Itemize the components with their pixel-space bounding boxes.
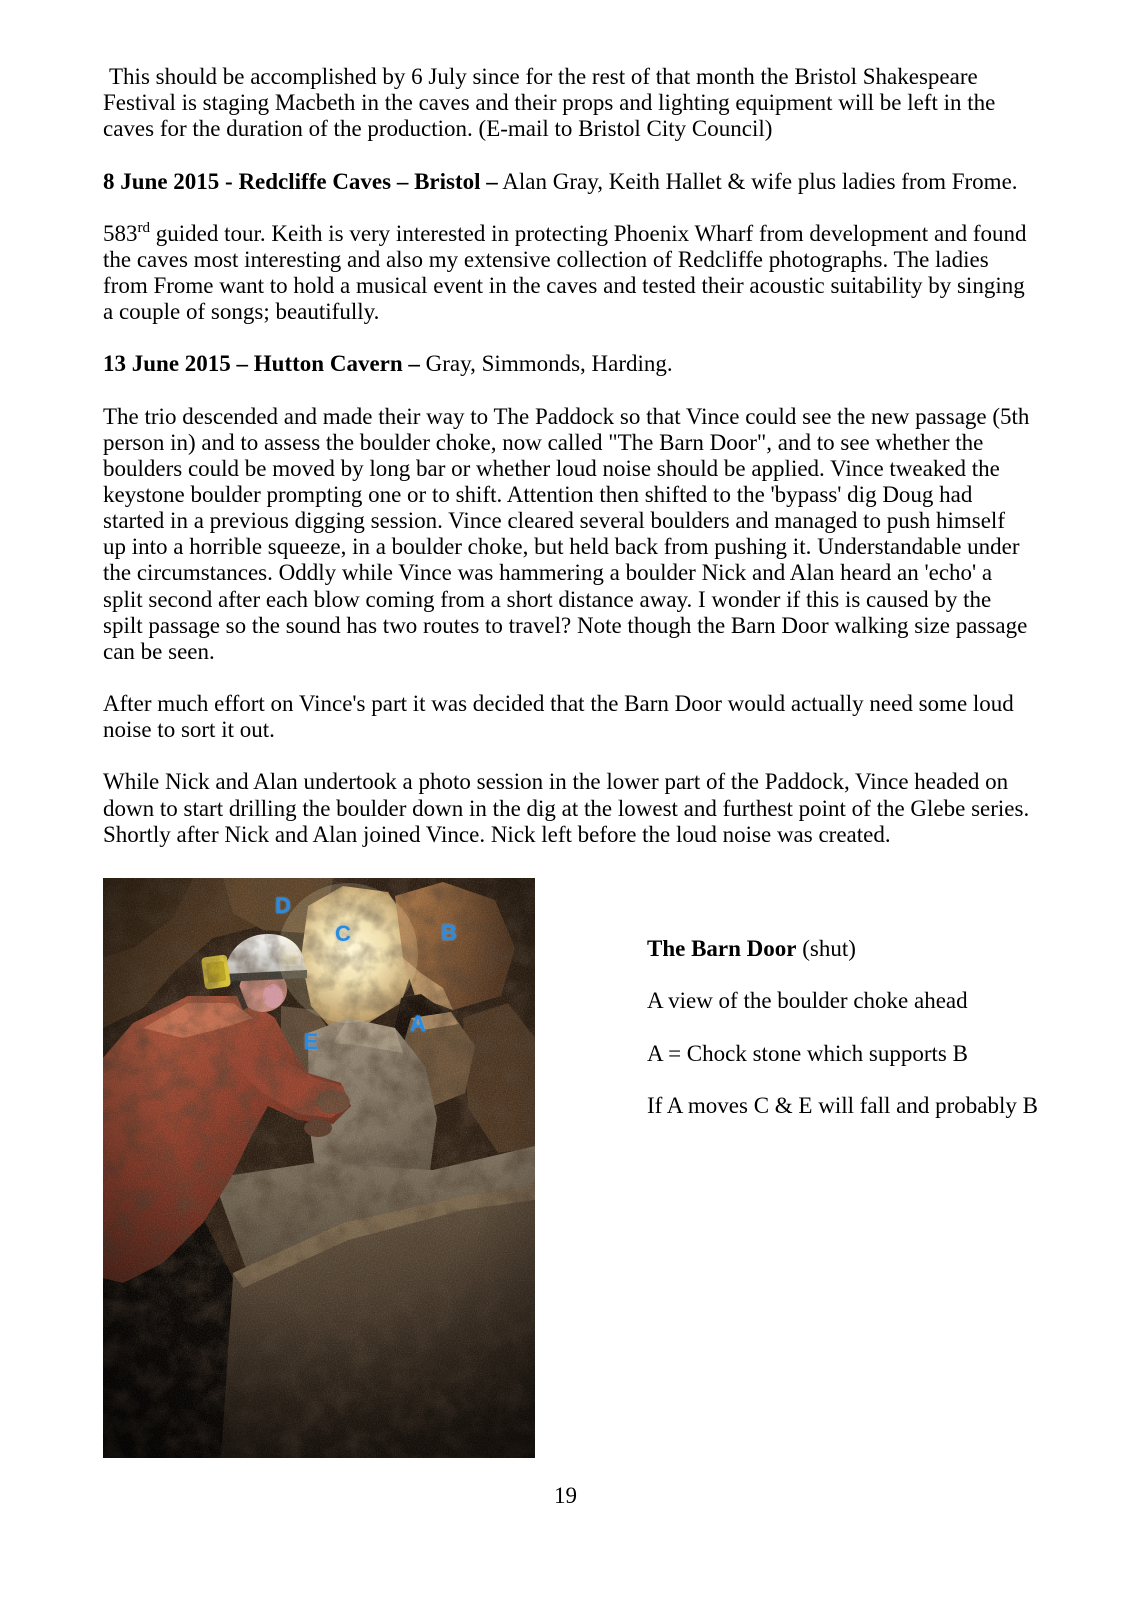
entry-attendees: Gray, Simmonds, Harding. — [425, 351, 673, 377]
caption-paragraph — [647, 1041, 1107, 1067]
caption-title-paragraph — [647, 936, 1107, 962]
caption-paragraph — [647, 1093, 1107, 1119]
caption-line: If A moves C & E will fall and probably B — [647, 1092, 1038, 1118]
paragraph-line: boulders could be moved by long bar or whether loud noise should be applied. Vince tweaked the — [103, 455, 1000, 481]
paragraph-line-text: guided tour. Keith is very interested in protecting Phoenix Wharf from development and found — [155, 220, 1027, 246]
photo-label-c: C — [335, 921, 351, 946]
paragraph-line: the caves most interesting and also my extensive collection of Redcliffe photographs. The ladies — [103, 246, 989, 272]
caption-line: A = Chock stone which supports B — [647, 1040, 968, 1066]
entry-heading-line — [103, 351, 1103, 377]
caption-title: The Barn Door — [647, 936, 797, 961]
photo-label-e: E — [303, 1029, 319, 1054]
paragraph-line: While Nick and Alan undertook a photo session in the lower part of the Paddock, Vince headed on — [103, 769, 1009, 795]
caption-line: A view of the boulder choke ahead — [647, 988, 968, 1014]
paragraph-line: noise to sort it out. — [103, 717, 275, 743]
hutton-entry-heading — [103, 351, 1103, 377]
intro-paragraph — [103, 64, 1103, 142]
tour-ordinal-superscript: rd — [137, 219, 150, 236]
paragraph-line: the circumstances. Oddly while Vince was hammering a boulder Nick and Alan heard an 'echo' a — [103, 560, 993, 586]
paragraph-line: started in a previous digging session. Vince cleared several boulders and managed to push himself — [103, 508, 1005, 534]
caption-paragraph — [647, 988, 1107, 1014]
redcliffe-entry-body — [103, 221, 1103, 326]
paragraph-line: up into a horrible squeeze, in a boulder choke, but held back from pushing it. Understandable under — [103, 534, 1020, 560]
tour-number: 583 — [103, 220, 138, 246]
paragraph-line: Festival is staging Macbeth in the caves and their props and lighting equipment will be left in the — [103, 90, 996, 116]
paragraph-line: split second after each blow coming from a short distance away. I wonder if this is caused by the — [103, 586, 992, 612]
entry-attendees: Alan Gray, Keith Hallet & wife plus ladies from Frome. — [502, 168, 1018, 194]
paragraph-line: down to start drilling the boulder down in the dig at the lowest and furthest point of the Glebe series. — [103, 795, 1030, 821]
photo-label-d: D — [275, 893, 291, 918]
paragraph-line: from Frome want to hold a musical event in the caves and tested their acoustic suitability by singing — [103, 273, 1025, 298]
redcliffe-entry-heading — [103, 169, 1103, 195]
paragraph-line: caves for the duration of the production. (E-mail to Bristol City Council) — [103, 116, 773, 142]
paragraph-line: After much effort on Vince's part it was decided that the Barn Door would actually need some loud — [103, 691, 1014, 716]
photo-caption — [647, 936, 1107, 1145]
page-number: 19 — [554, 1483, 577, 1508]
entry-date-location: 13 June 2015 – Hutton Cavern – — [103, 351, 420, 377]
hutton-paragraph-trip — [103, 404, 1103, 665]
caption-title-line — [647, 936, 1107, 962]
hutton-paragraph-photo-session — [103, 769, 1103, 847]
caption-title-note: (shut) — [802, 936, 856, 961]
barn-door-photo — [103, 878, 535, 1458]
photo-vignette — [103, 878, 535, 1458]
paragraph-line: spilt passage so the sound has two routes to travel? Note though the Barn Door walking size passage — [103, 612, 1028, 638]
paragraph-line: keystone boulder prompting one or to shift. Attention then shifted to the 'bypass' dig Doug had — [103, 482, 973, 507]
paragraph-line: The trio descended and made their way to The Paddock so that Vince could see the new passage (5th — [103, 403, 1030, 429]
entry-date-location: 8 June 2015 - Redcliffe Caves – Bristol – — [103, 168, 498, 194]
paragraph-line: person in) and to assess the boulder choke, now called "The Barn Door", and to see whether the — [103, 429, 984, 455]
hutton-paragraph-effort — [103, 691, 1103, 743]
cave-photo — [103, 878, 535, 1458]
photo-label-b: B — [441, 920, 457, 945]
document-body — [103, 64, 1103, 874]
paragraph-line: This should be accomplished by 6 July since for the rest of that month the Bristol Shakespeare — [109, 64, 978, 89]
photo-label-a: A — [410, 1011, 426, 1036]
paragraph-line — [103, 221, 1103, 247]
paragraph-line: can be seen. — [103, 638, 215, 664]
paragraph-line: Shortly after Nick and Alan joined Vince. Nick left before the loud noise was created. — [103, 821, 891, 847]
entry-heading-line — [103, 169, 1103, 195]
paragraph-line: a couple of songs; beautifully. — [103, 299, 380, 325]
